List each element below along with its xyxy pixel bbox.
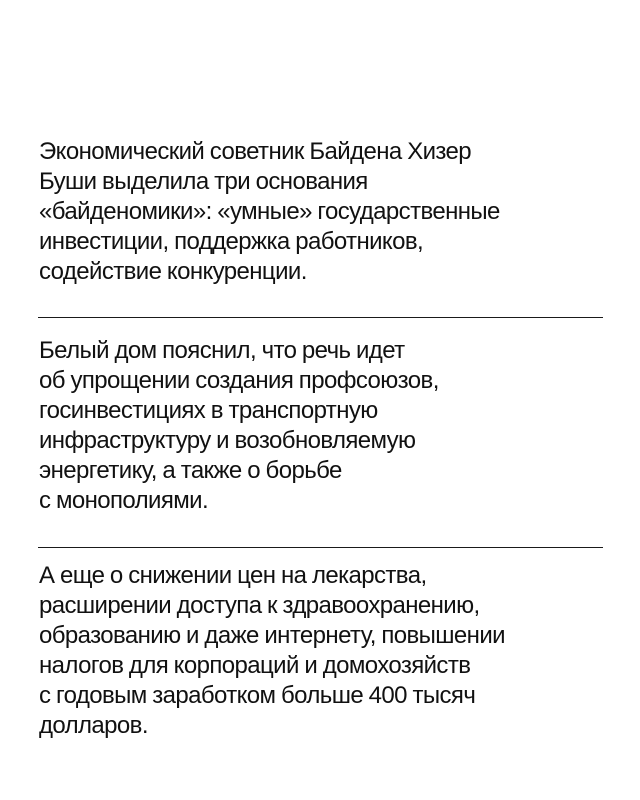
text-line: с монополиями. (39, 487, 209, 514)
text-line: Белый дом пояснил, что речь идет (39, 337, 405, 364)
text-line: расширении доступа к здравоохранению, (39, 592, 480, 619)
text-line: госинвестициях в транспортную (39, 397, 378, 424)
text-line: инвестиции, поддержка работников, (39, 228, 424, 255)
text-line: долларов. (39, 712, 148, 739)
paragraph-additional-measures (39, 561, 609, 741)
text-line: налогов для корпораций и домохозяйств (39, 652, 471, 679)
text-line: образованию и даже интернету, повышении (39, 622, 505, 649)
text-line: с годовым заработком больше 400 тысяч (39, 682, 476, 709)
text-line: содействие конкуренции. (39, 258, 307, 285)
text-line: А еще о снижении цен на лекарства, (39, 562, 427, 589)
text-line: Буши выделила три основания (39, 168, 368, 195)
text-line: инфраструктуру и возобновляемую (39, 427, 416, 454)
paragraph-white-house-explanation (39, 336, 609, 516)
section-divider (38, 317, 603, 318)
section-divider (38, 547, 603, 548)
text-line: энергетику, а также о борьбе (39, 457, 342, 484)
text-line: «байденомики»: «умные» государственные (39, 198, 500, 225)
text-line: об упрощении создания профсоюзов, (39, 367, 439, 394)
paragraph-bidenomics-pillars (39, 137, 609, 287)
text-line: Экономический советник Байдена Хизер (39, 138, 472, 165)
